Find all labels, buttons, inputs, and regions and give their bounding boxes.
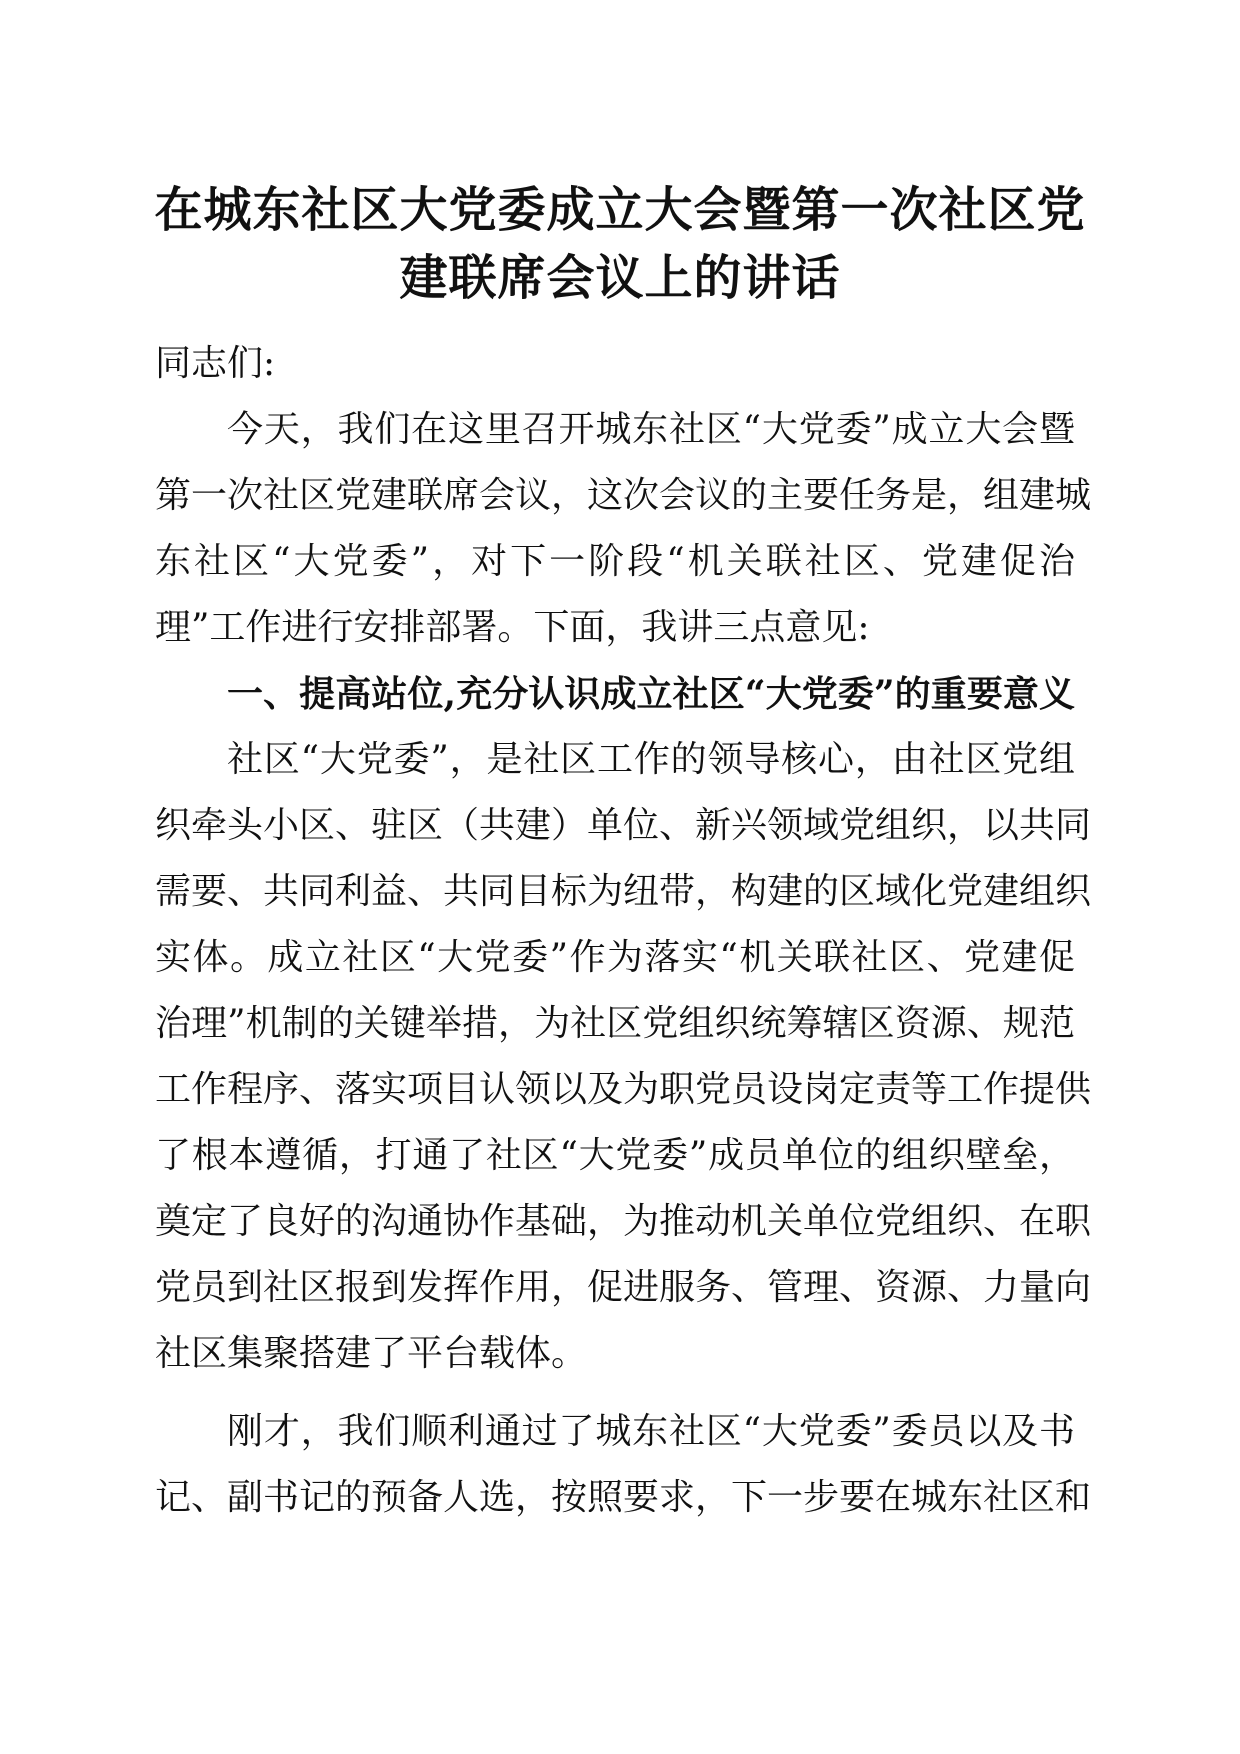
paragraph-1-line-4: 理”工作进行安排部署。下面，我讲三点意见:: [155, 607, 870, 648]
paragraph-2-line-10: 社区集聚搭建了平台载体。: [155, 1333, 588, 1374]
paragraph-3-line-1: 刚才，我们顺利通过了城东社区“大党委”委员以及书: [227, 1411, 1075, 1452]
paragraph-3-line-2: 记、副书记的预备人选，按照要求，下一步要在城东社区和: [155, 1477, 1092, 1518]
paragraph-2-line-4: 实体。成立社区“大党委”作为落实“机关联社区、党建促: [155, 937, 1075, 978]
paragraph-2-line-1: 社区“大党委”，是社区工作的领导核心，由社区党组: [227, 739, 1075, 780]
paragraph-2-line-6: 工作程序、落实项目认领以及为职党员设岗定责等工作提供: [155, 1069, 1092, 1110]
section-heading-1: 一、提高站位,充分认识成立社区“大党委”的重要意义: [227, 673, 1075, 715]
salutation: 同志们:: [155, 343, 276, 384]
paragraph-1-line-3: 东社区“大党委”，对下一阶段“机关联社区、党建促治: [155, 541, 1075, 582]
document-title-line-2: 建联席会议上的讲话: [399, 250, 841, 306]
paragraph-1-line-1: 今天，我们在这里召开城东社区“大党委”成立大会暨: [227, 409, 1075, 450]
paragraph-2-line-3: 需要、共同利益、共同目标为纽带，构建的区域化党建组织: [155, 871, 1092, 912]
paragraph-2-line-9: 党员到社区报到发挥作用，促进服务、管理、资源、力量向: [155, 1267, 1092, 1308]
paragraph-2-line-5: 治理”机制的关键举措，为社区党组织统筹辖区资源、规范: [155, 1003, 1075, 1044]
paragraph-2-line-2: 织牵头小区、驻区（共建）单位、新兴领域党组织，以共同: [155, 805, 1092, 846]
document-title-line-1: 在城东社区大党委成立大会暨第一次社区党: [154, 182, 1086, 238]
paragraph-2-line-8: 奠定了良好的沟通协作基础，为推动机关单位党组织、在职: [155, 1201, 1092, 1242]
paragraph-1-line-2: 第一次社区党建联席会议，这次会议的主要任务是，组建城: [155, 475, 1092, 516]
paragraph-2-line-7: 了根本遵循，打通了社区“大党委”成员单位的组织壁垒，: [155, 1135, 1075, 1176]
